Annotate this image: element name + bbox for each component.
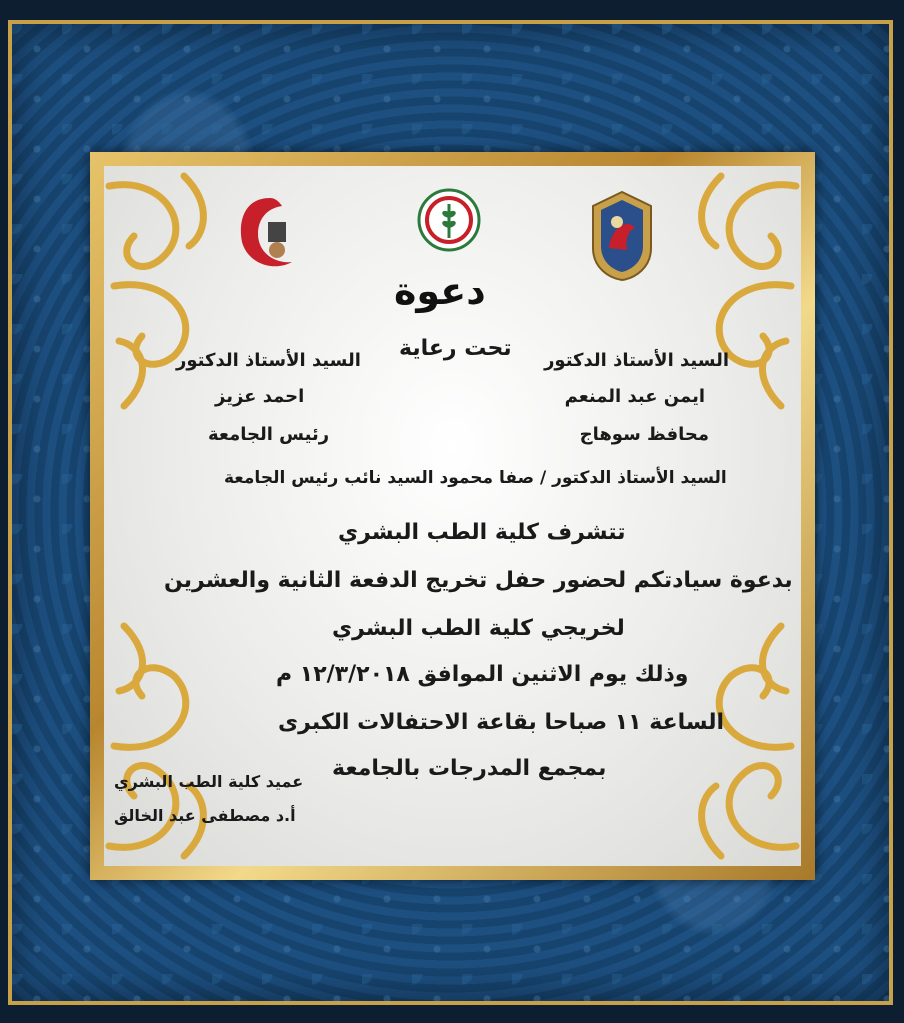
sponsorship-label: تحت رعاية <box>399 336 512 361</box>
body-line: لخريجي كلية الطب البشري <box>332 616 625 641</box>
body-line: الساعة ١١ صباحا بقاعة الاحتفالات الكبرى <box>278 710 725 735</box>
gold-swirl-ornament <box>104 606 244 866</box>
right-patron-name: ايمن عبد المنعم <box>564 386 705 407</box>
invitation-card <box>104 166 801 866</box>
right-patron-role: محافظ سوهاج <box>579 424 709 445</box>
faculty-of-medicine-logo <box>417 188 481 252</box>
left-patron-role: رئيس الجامعة <box>208 424 330 445</box>
left-patron-name: احمد عزيز <box>215 386 305 407</box>
body-line: وذلك يوم الاثنين الموافق ١٢/٣/٢٠١٨ م <box>276 662 689 687</box>
right-patron-title: السيد الأستاذ الدكتور <box>544 350 729 371</box>
body-line: بدعوة سيادتكم لحضور حفل تخريج الدفعة الثانية والعشرين <box>164 568 793 593</box>
dean-title: عميد كلية الطب البشري <box>114 772 304 791</box>
vice-president-line: السيد الأستاذ الدكتور / صفا محمود السيد نائب رئيس الجامعة <box>224 468 727 488</box>
invitation-title: دعوة <box>394 269 486 313</box>
body-line: بمجمع المدرجات بالجامعة <box>332 756 607 781</box>
left-patron-title: السيد الأستاذ الدكتور <box>176 350 361 371</box>
student-union-logo <box>234 192 306 274</box>
gold-frame <box>90 152 815 880</box>
gold-swirl-ornament <box>661 606 801 866</box>
sohag-university-logo <box>587 188 657 283</box>
dean-name: أ.د مصطفى عبد الخالق <box>114 806 296 825</box>
body-line: تتشرف كلية الطب البشري <box>338 520 626 545</box>
